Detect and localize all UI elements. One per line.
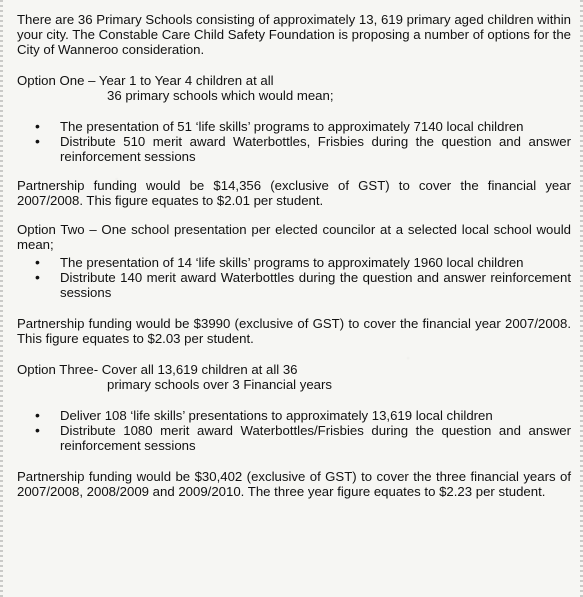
option-two-funding: Partnership funding would be $3990 (exclusive of GST) to cover the financial year 2007/2008. This figure equates to $2.03 per student. xyxy=(17,316,571,346)
option-three-heading-line2: primary schools over 3 Financial years xyxy=(107,377,333,392)
scan-edge-left xyxy=(0,0,3,597)
option-two-heading: Option Two – One school presentation per elected councilor at a selected local school would mean; xyxy=(17,222,571,252)
option-one-funding: Partnership funding would be $14,356 (exclusive of GST) to cover the financial year 2007/2008. This figure equates to $2.01 per student. xyxy=(17,178,571,208)
option-two-bullet-list xyxy=(17,255,571,300)
option-one-heading: Option One – Year 1 to Year 4 children at all xyxy=(17,73,274,88)
option-one-heading-line2: 36 primary schools which would mean; xyxy=(107,88,334,103)
option-one-bullet-list xyxy=(17,119,571,164)
option-three-heading: Option Three- Cover all 13,619 children at all 36 xyxy=(17,362,298,377)
option-three-funding: Partnership funding would be $30,402 (exclusive of GST) to cover the three financial years of 2007/2008, 2008/2009 and 2009/2010. The three year figure equates to $2.23 per student. xyxy=(17,469,571,499)
list-item: • The presentation of 51 ‘life skills’ programs to approximately 7140 local children xyxy=(35,119,571,134)
list-item: • Distribute 1080 merit award Waterbottles/Frisbies during the question and answer reinforcement sessions xyxy=(35,423,571,453)
list-item: • Deliver 108 ‘life skills’ presentations to approximately 13,619 local children xyxy=(35,408,571,423)
intro-paragraph: There are 36 Primary Schools consisting of approximately 13, 619 primary aged children within your city. The Constable Care Child Safety Foundation is proposing a number of options for the City of Wanneroo consideration. xyxy=(17,12,571,57)
list-item: • Distribute 510 merit award Waterbottles, Frisbies during the question and answer reinforcement sessions xyxy=(35,134,571,164)
list-item: • The presentation of 14 ‘life skills’ programs to approximately 1960 local children xyxy=(35,255,571,270)
list-item: • Distribute 140 merit award Waterbottles during the question and answer reinforcement sessions xyxy=(35,270,571,300)
option-three-bullet-list xyxy=(17,408,571,453)
